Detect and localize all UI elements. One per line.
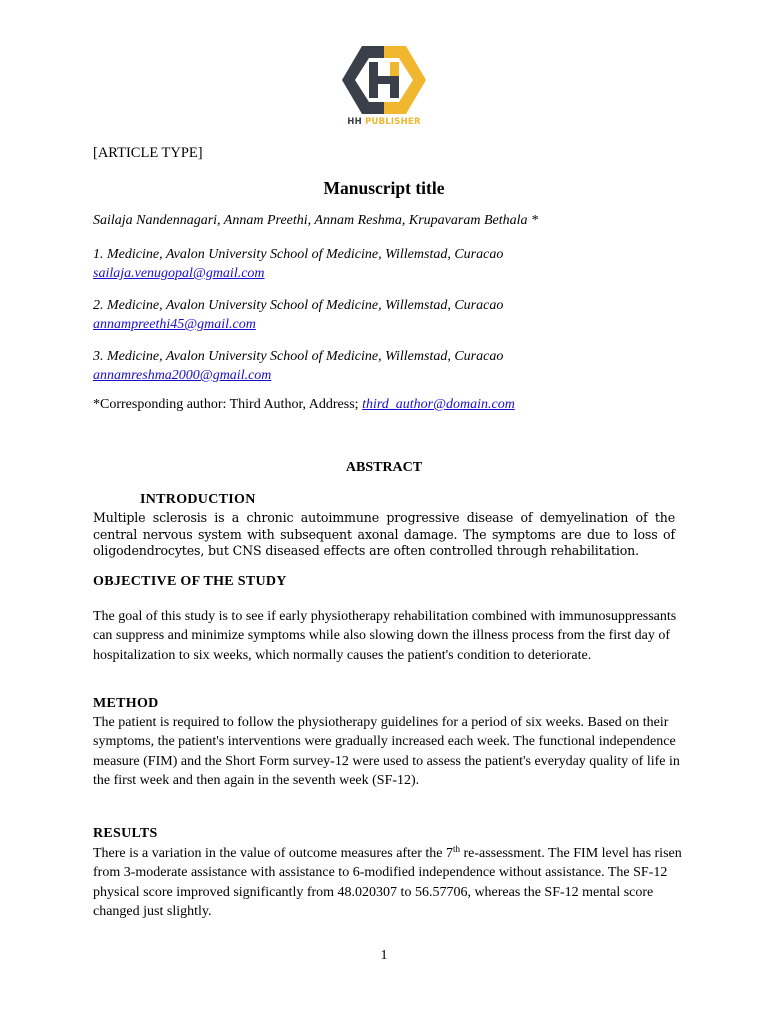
hexagon-h-logo-icon	[338, 42, 430, 118]
affiliation-1-email-link[interactable]: sailaja.venugopal@gmail.com	[93, 266, 265, 281]
affiliation-3: 3. Medicine, Avalon University School of Medicine, Willemstad, Curacao annamreshma2000@gmail.com	[93, 349, 504, 383]
publisher-name: HH PUBLISHER	[347, 117, 421, 127]
method-heading: METHOD	[93, 696, 159, 711]
affiliation-1: 1. Medicine, Avalon University School of Medicine, Willemstad, Curacao sailaja.venugopal@gmail.com	[93, 247, 504, 281]
objective-text: The goal of this study is to see if early physiotherapy rehabilitation combined with immunosuppressants can suppress and minimize symptoms while also slowing down the illness process from the first day of hospitalization to six weeks, which normally causes the patient's condition to deteriorate.	[93, 609, 677, 663]
manuscript-title: Manuscript title	[323, 178, 445, 198]
affiliation-2: 2. Medicine, Avalon University School of Medicine, Willemstad, Curacao annampreethi45@gmail.com	[93, 298, 504, 332]
corresponding-email-link[interactable]: third_author@domain.com	[362, 397, 515, 412]
results-heading: RESULTS	[93, 826, 158, 841]
affiliation-2-email-link[interactable]: annampreethi45@gmail.com	[93, 317, 256, 332]
introduction-text: Multiple sclerosis is a chronic autoimmune progressive disease of demyelination of the central nervous system with subsequent axonal damage. The symptoms are due to loss of oligodendrocytes, but CNS diseased effects are often controlled through rehabilitation.	[93, 510, 675, 558]
article-type: [ARTICLE TYPE]	[93, 145, 203, 161]
affiliation-3-email-link[interactable]: annamreshma2000@gmail.com	[93, 368, 272, 383]
corresponding-author: *Corresponding author: Third Author, Address; third_author@domain.com	[93, 397, 515, 412]
author-list: Sailaja Nandennagari, Annam Preethi, Annam Reshma, Krupavaram Bethala *	[93, 213, 538, 228]
objective-heading: OBJECTIVE OF THE STUDY	[93, 574, 287, 589]
results-text: There is a variation in the value of outcome measures after the 7th re-assessment. The FIM level has risen from 3-moderate assistance with assistance to 6-modified independence without assistance. The SF-12 physical score improved significantly from 48.020307 to 56.57706, whereas the SF-12 mental score changed just slightly.	[93, 844, 682, 919]
publisher-logo	[338, 42, 430, 132]
introduction-heading: INTRODUCTION	[140, 492, 256, 507]
page-number: 1	[380, 948, 388, 963]
abstract-heading: ABSTRACT	[345, 460, 423, 475]
method-text: The patient is required to follow the physiotherapy guidelines for a period of six weeks. Based on their symptoms, the patient's interventions were gradually increased each week. The functional independence measure (FIM) and the Short Form survey-12 were used to assess the patient's everyday quality of life in the first week and then again in the seventh week (SF-12).	[93, 715, 680, 788]
